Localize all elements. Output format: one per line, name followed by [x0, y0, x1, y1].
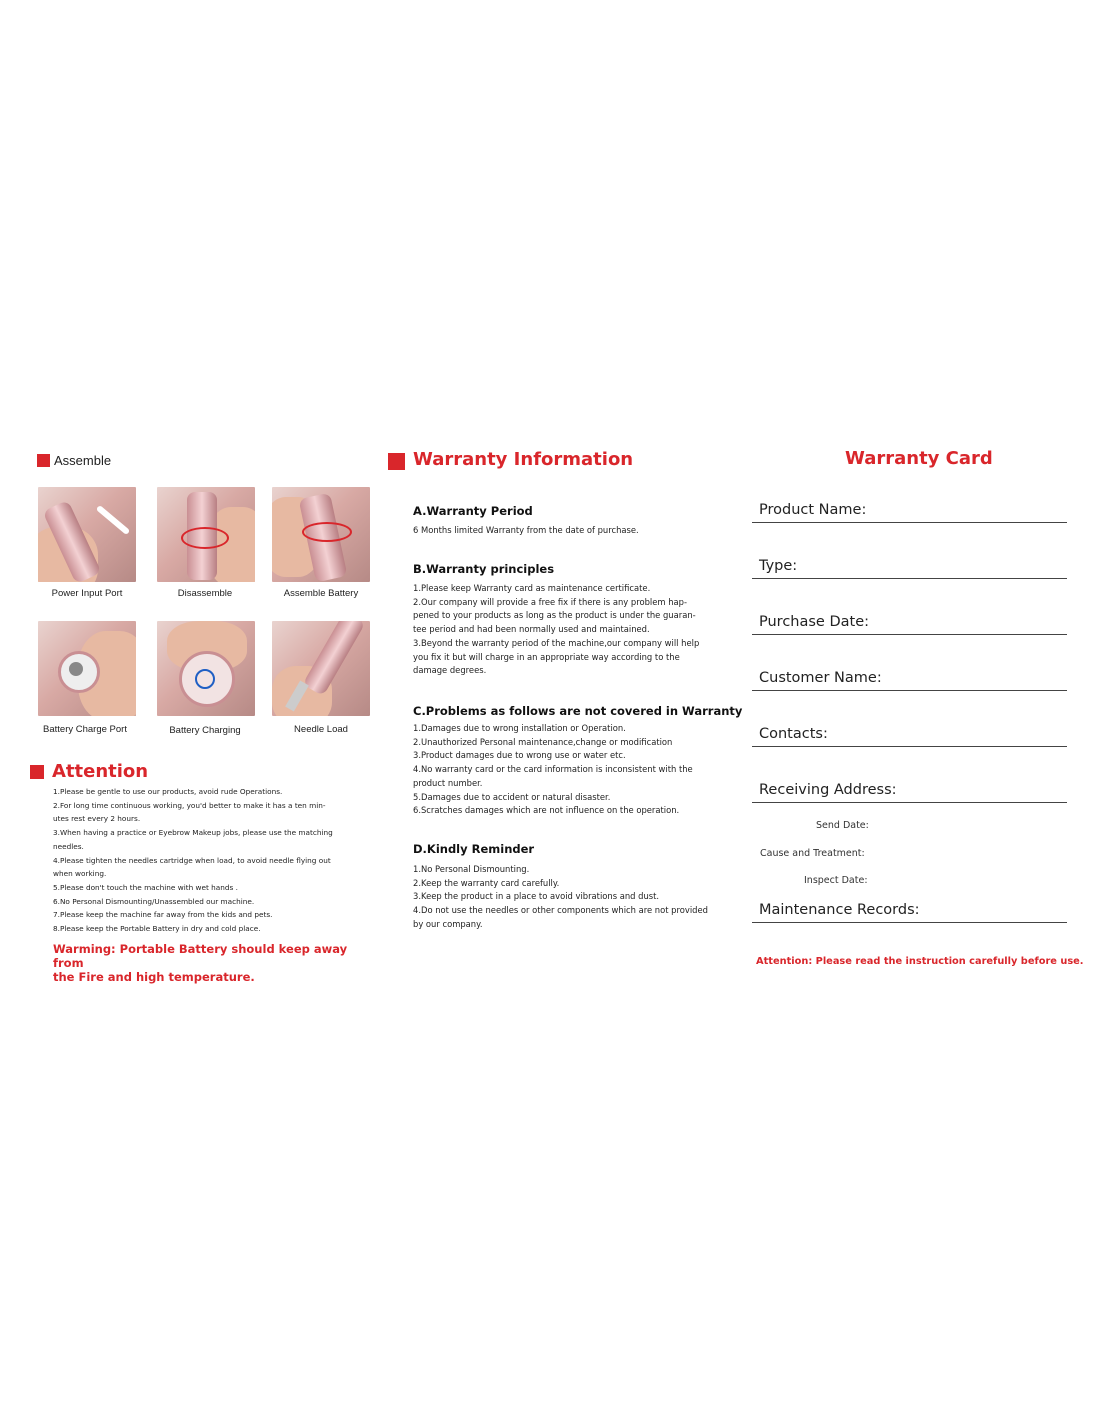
field-label: Purchase Date: — [759, 614, 869, 630]
cause-treatment-label: Cause and Treatment: — [760, 848, 865, 859]
section-line: product number. — [413, 777, 483, 788]
section-line: 3.Keep the product in a place to avoid vibrations and dust. — [413, 891, 660, 902]
section-line: tee period and had been normally used and maintained. — [413, 624, 650, 635]
section-line: 4.Do not use the needles or other components which are not provided — [413, 905, 708, 916]
type-field[interactable] — [752, 545, 1067, 579]
step-caption-battery-charge-port: Battery Charge Port — [43, 724, 127, 735]
receiving-address-field[interactable] — [752, 769, 1067, 803]
contacts-field[interactable] — [752, 713, 1067, 747]
step-caption-power-input-port: Power Input Port — [51, 588, 123, 599]
battery-warning-line: Warming: Portable Battery should keep away from — [53, 942, 348, 970]
attention-line: 2.For long time continuous working, you'd better to make it has a ten min- — [53, 800, 326, 810]
section-heading-kindly-reminder: D.Kindly Reminder — [413, 842, 535, 856]
battery-charge-port-photo — [38, 621, 136, 716]
attention-line: 4.Please tighten the needles cartridge when load, to avoid needle flying out — [53, 855, 331, 865]
section-line: 2.Our company will provide a free fix if there is any problem hap- — [413, 596, 687, 607]
section-line: 6.Scratches damages which are not influence on the operation. — [413, 805, 680, 816]
warranty-info-title: Warranty Information — [413, 449, 634, 470]
section-body-not-covered — [413, 722, 733, 818]
section-body-kindly-reminder — [413, 863, 733, 932]
send-date-label: Send Date: — [816, 820, 869, 831]
step-caption-assemble-battery: Assemble Battery — [283, 588, 359, 599]
customer-name-field[interactable] — [752, 657, 1067, 691]
section-line: 1.No Personal Dismounting. — [413, 864, 530, 874]
assemble-battery-photo — [272, 487, 370, 582]
power-input-port-photo — [38, 487, 136, 582]
field-label: Receiving Address: — [759, 782, 897, 798]
attention-line: 7.Please keep the machine far away from the kids and pets. — [53, 910, 273, 920]
section-line: pened to your products as long as the product is under the guaran- — [413, 610, 696, 621]
section-line: 1.Damages due to wrong installation or Operation. — [413, 723, 626, 733]
battery-charging-photo — [157, 621, 255, 716]
section-line: 3.Product damages due to wrong use or water etc. — [413, 750, 626, 761]
section-line: 1.Please keep Warranty card as maintenance certificate. — [413, 583, 651, 593]
step-caption-battery-charging: Battery Charging — [169, 725, 241, 736]
disassemble-photo — [157, 487, 255, 582]
section-line: 3.Beyond the warranty period of the machine,our company will help — [413, 637, 700, 648]
field-label: Contacts: — [759, 726, 828, 742]
attention-title: Attention — [52, 761, 149, 782]
section-body-warranty-period — [413, 524, 733, 538]
attention-line: 3.When having a practice or Eyebrow Makeup jobs, please use the matching — [53, 828, 333, 838]
field-label: Type: — [759, 558, 798, 574]
section-heading-warranty-period: A.Warranty Period — [413, 504, 533, 518]
section-heading-not-covered: C.Problems as follows are not covered in Warranty — [413, 704, 743, 718]
attention-line: 1.Please be gentle to use our products, avoid rude Operations. — [53, 787, 283, 796]
attention-line: when working. — [53, 869, 107, 879]
attention-line: utes rest every 2 hours. — [53, 814, 141, 824]
section-line: 6 Months limited Warranty from the date of purchase. — [413, 525, 639, 535]
attention-note: Attention: Please read the instruction carefully before use. — [756, 956, 1084, 967]
battery-warning — [53, 942, 373, 984]
attention-marker — [30, 765, 44, 779]
section-body-warranty-principles — [413, 582, 733, 678]
field-label: Product Name: — [759, 502, 867, 518]
attention-line: 6.No Personal Dismounting/Unassembled our machine. — [53, 896, 255, 906]
section-heading-warranty-principles: B.Warranty principles — [413, 562, 555, 576]
warranty-card-title: Warranty Card — [845, 448, 993, 469]
assemble-title: Assemble — [54, 453, 112, 468]
attention-line: 5.Please don't touch the machine with wet hands . — [53, 882, 238, 892]
field-label: Maintenance Records: — [759, 902, 920, 918]
maintenance-records-field[interactable] — [752, 890, 1067, 923]
needle-load-photo — [272, 621, 370, 716]
section-line: by our company. — [413, 918, 483, 929]
step-caption-disassemble: Disassemble — [177, 588, 233, 599]
attention-line: 8.Please keep the Portable Battery in dry and cold place. — [53, 924, 261, 934]
section-line: damage degrees. — [413, 665, 487, 676]
section-line: 5.Damages due to accident or natural disaster. — [413, 791, 611, 802]
warranty-info-marker — [388, 453, 405, 470]
assemble-marker — [37, 454, 50, 467]
battery-warning-line: the Fire and high temperature. — [53, 970, 255, 984]
step-caption-needle-load: Needle Load — [294, 724, 348, 735]
attention-list — [53, 785, 343, 936]
section-line: 4.No warranty card or the card information is inconsistent with the — [413, 764, 693, 775]
attention-line: needles. — [53, 841, 84, 851]
product-name-field[interactable] — [752, 490, 1067, 523]
field-label: Customer Name: — [759, 670, 882, 686]
section-line: you fix it but will charge in an appropriate way according to the — [413, 651, 680, 662]
purchase-date-field[interactable] — [752, 601, 1067, 635]
section-line: 2.Unauthorized Personal maintenance,change or modification — [413, 736, 673, 747]
section-line: 2.Keep the warranty card carefully. — [413, 877, 560, 888]
inspect-date-label: Inspect Date: — [804, 875, 868, 886]
